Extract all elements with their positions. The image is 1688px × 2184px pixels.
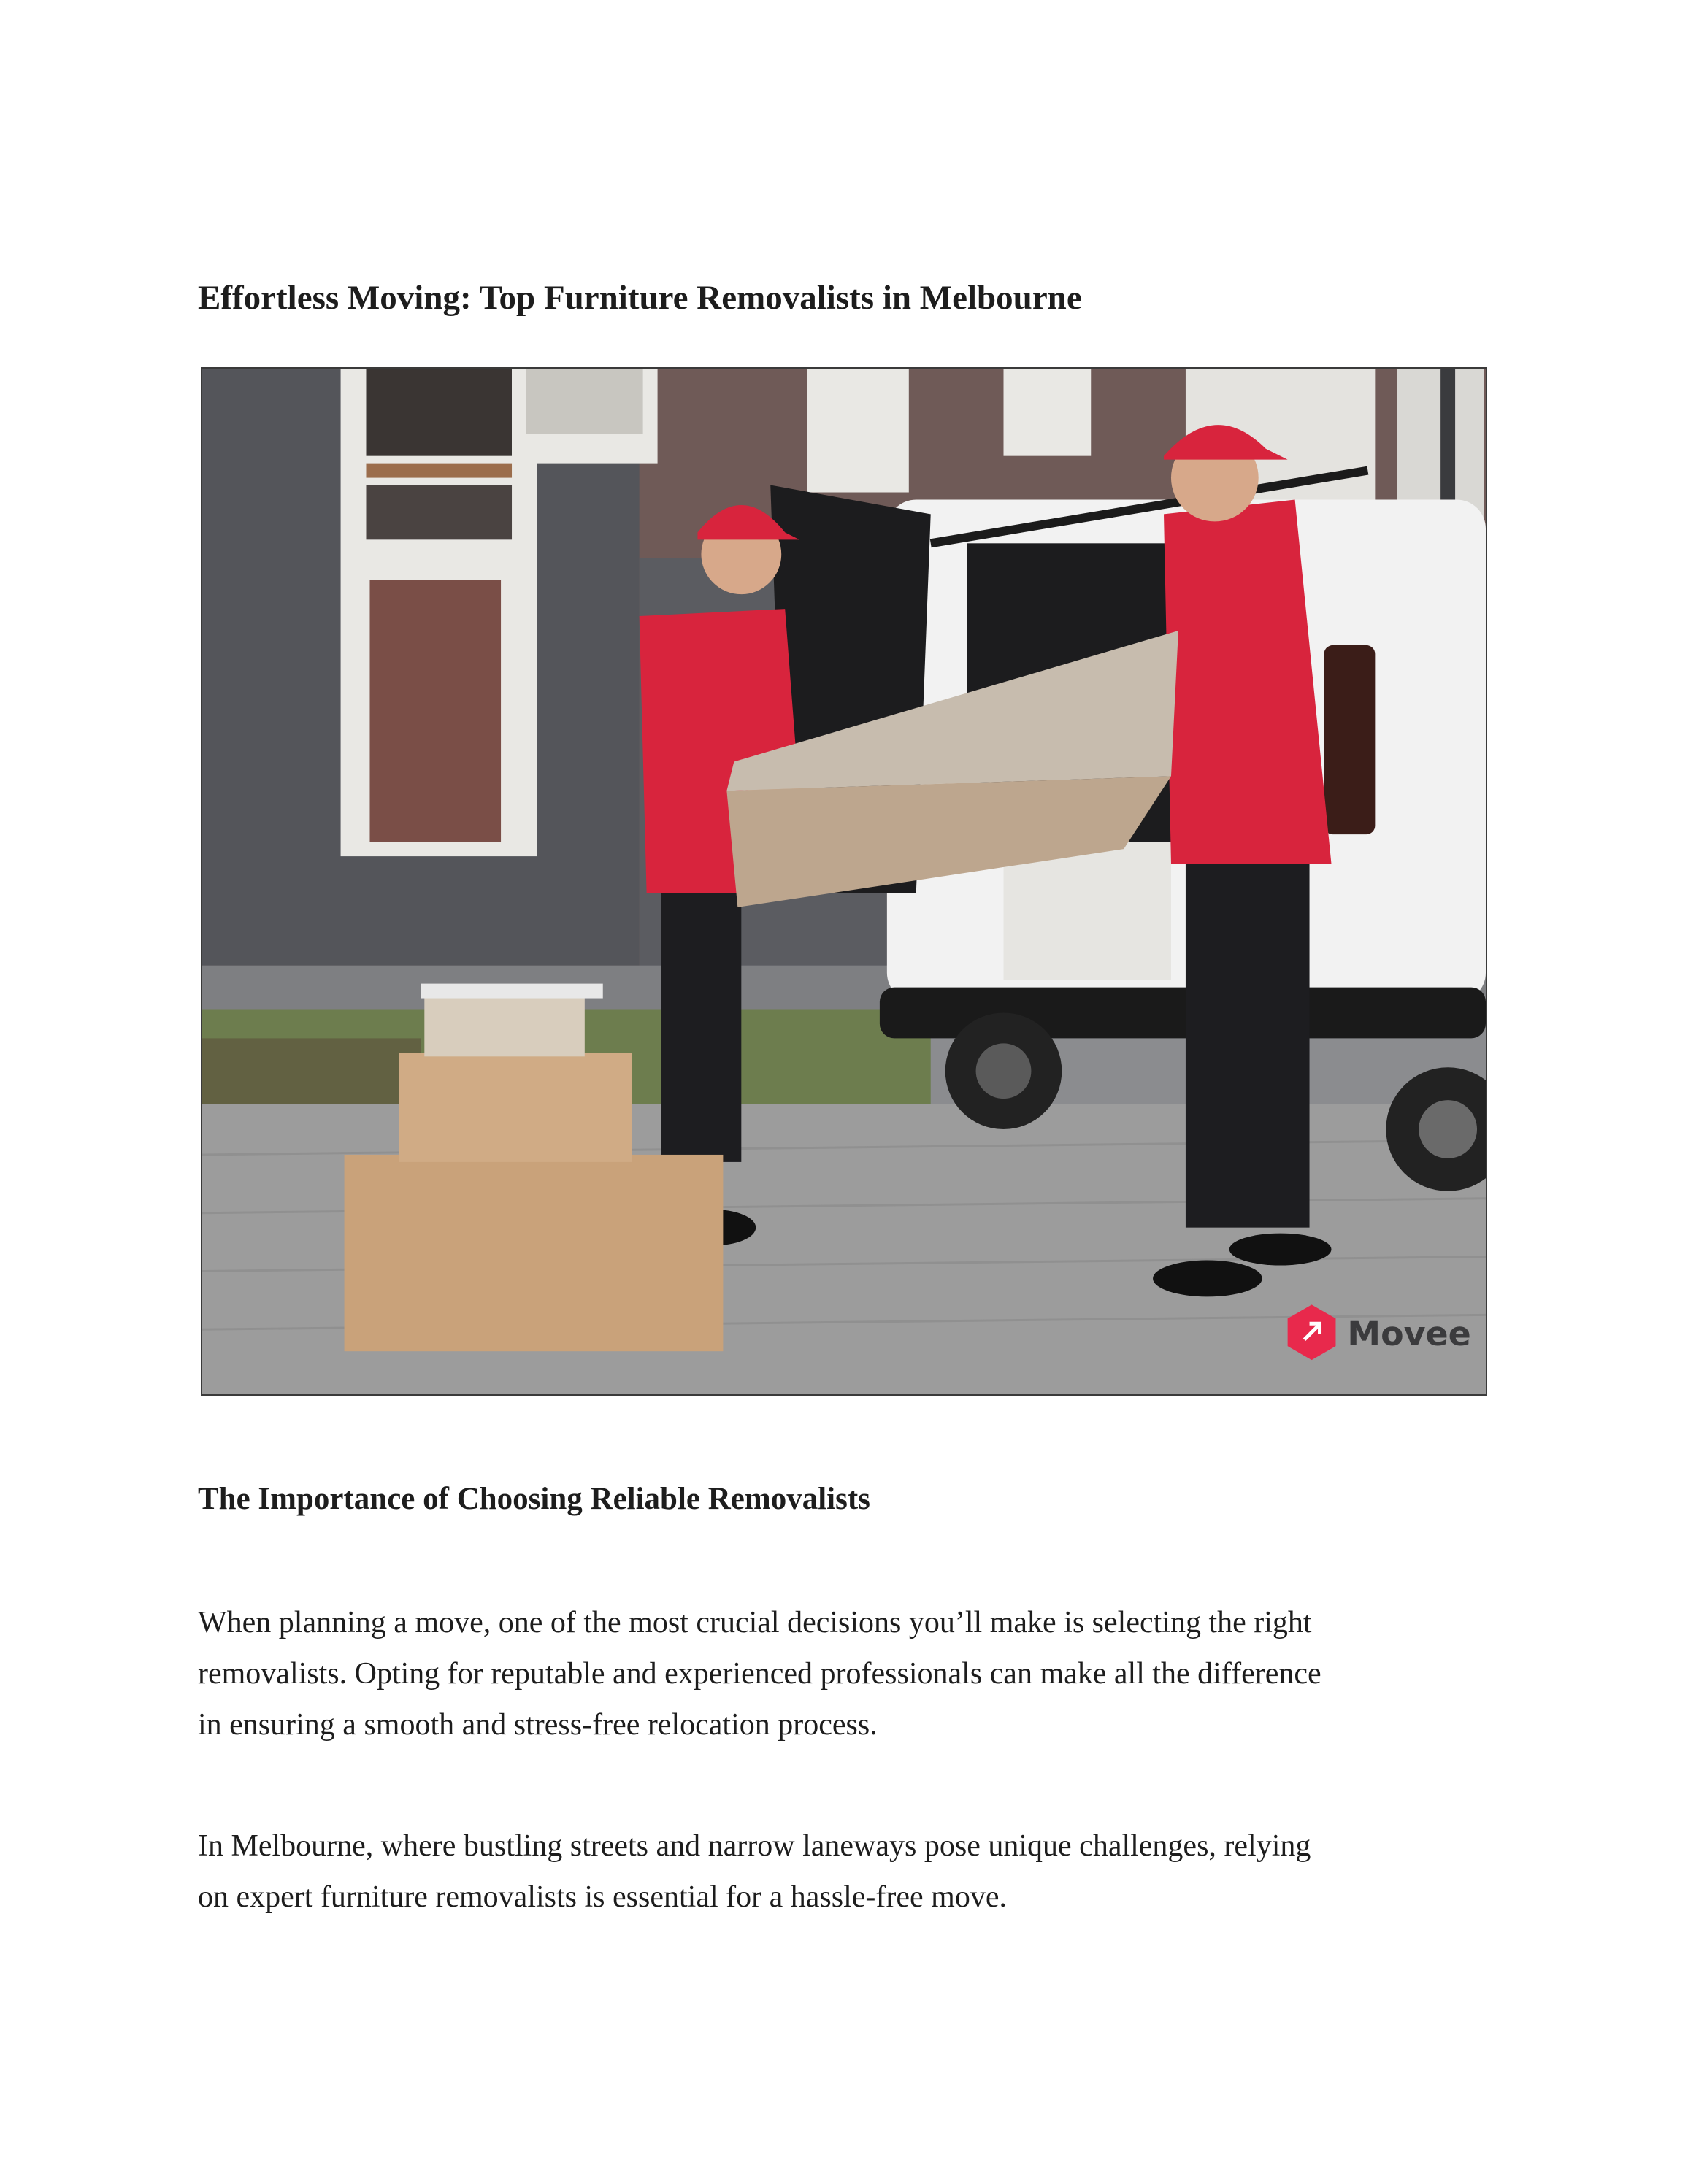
paragraph-line: In Melbourne, where bustling streets and narrow laneways pose unique challenges, relying (198, 1829, 1311, 1863)
section-heading: The Importance of Choosing Reliable Removalists (198, 1482, 870, 1516)
hero-image (201, 367, 1487, 1396)
paragraph-line: in ensuring a smooth and stress-free relocation process. (198, 1708, 878, 1742)
movers-illustration (202, 369, 1486, 1394)
article-title: Effortless Moving: Top Furniture Removalists in Melbourne (198, 279, 1082, 317)
paragraph-line: on expert furniture removalists is essential for a hassle-free move. (198, 1880, 1007, 1914)
movee-logo-text: Movee (1347, 1314, 1471, 1354)
paragraph-1 (198, 1597, 1512, 1750)
paragraph-line: When planning a move, one of the most crucial decisions you’ll make is selecting the right (198, 1606, 1312, 1639)
paragraph-line: removalists. Opting for reputable and experienced professionals can make all the difference (198, 1657, 1321, 1691)
paragraph-2 (198, 1820, 1512, 1923)
